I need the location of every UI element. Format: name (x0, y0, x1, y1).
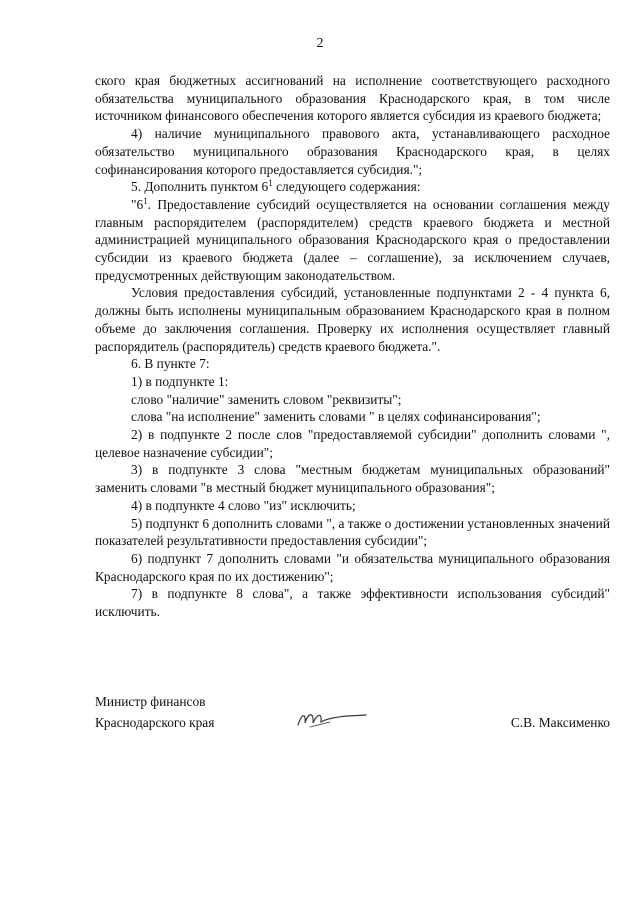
paragraph-11: 4) в подпункте 4 слово "из" исключить; (131, 497, 356, 513)
document-body (95, 72, 610, 621)
paragraph-0: ского края бюджетных ассигнований на исполнение соответствующего расходного обязательства муниципального образования Краснодарского края, в том числе источником финансового обеспечения которого является субсидия из краевого бюджета; (95, 73, 610, 124)
paragraph-8: слова "на исполнение" заменить словами " в целях софинансирования"; (131, 409, 541, 425)
paragraph-4: Условия предоставления субсидий, установленные подпунктами 2 - 4 пункта 6, должны быть исполнены муниципальным образованием Краснодарского края в полном объеме до заключения соглашения. Проверку их исполнения осуществляет главный распорядитель (распорядитель) средств краевого бюджета.". (95, 285, 610, 354)
paragraph-2-before: 5. Дополнить пунктом 6 (131, 179, 269, 195)
paragraph-9: 2) в подпункте 2 после слов "предоставляемой субсидии" дополнить словами ", целевое назначение субсидии"; (95, 427, 610, 460)
signatory-role-line-2: Краснодарского края (95, 715, 215, 730)
paragraph-3-before: "6 (131, 196, 144, 212)
paragraph-3-after: . Предоставление субсидий осуществляется на основании соглашения между главным распорядителем (распорядителем) средств краевого бюджета и местной администрацией муниципального образования Краснодарского края о предоставлении субсидии из краевого бюджета (далее – соглашение), за исключением случаев, предусмотренных действующим законодательством. (95, 196, 610, 283)
handwritten-signature-icon (290, 705, 370, 731)
paragraph-5: 6. В пункте 7: (131, 356, 210, 372)
paragraph-2-after: следующего содержания: (272, 179, 421, 195)
paragraph-12: 5) подпункт 6 дополнить словами ", а также о достижении установленных значений показателей результативности предоставления субсидии"; (95, 515, 610, 549)
paragraph-7: слово "наличие" заменить словом "реквизиты"; (131, 391, 402, 407)
superscript: 1 (268, 178, 273, 189)
signatory-name: С.В. Максименко (510, 715, 610, 730)
paragraph-3 (95, 196, 610, 285)
paragraph-13: 6) подпункт 7 дополнить словами "и обязательства муниципального образования Краснодарского края по их достижению"; (95, 550, 610, 584)
signatory-role-line-1: Министр финансов (95, 694, 206, 709)
paragraph-10: 3) в подпункте 3 слова "местным бюджетам муниципальных образований" заменить словами "в местный бюджет муниципального образования"; (95, 462, 610, 496)
superscript: 1 (143, 195, 148, 206)
paragraph-6: 1) в подпункте 1: (131, 373, 229, 389)
paragraph-14: 7) в подпункте 8 слова", а также эффективности использования субсидий" исключить. (95, 586, 610, 620)
paragraph-1: 4) наличие муниципального правового акта, устанавливающего расходное обязательство муниципального образования Краснодарского края, в целях софинансирования которого предоставляется субсидия."; (95, 126, 610, 177)
page-number: 2 (316, 36, 324, 51)
signatory-title (95, 691, 295, 733)
paragraph-2 (95, 178, 610, 196)
